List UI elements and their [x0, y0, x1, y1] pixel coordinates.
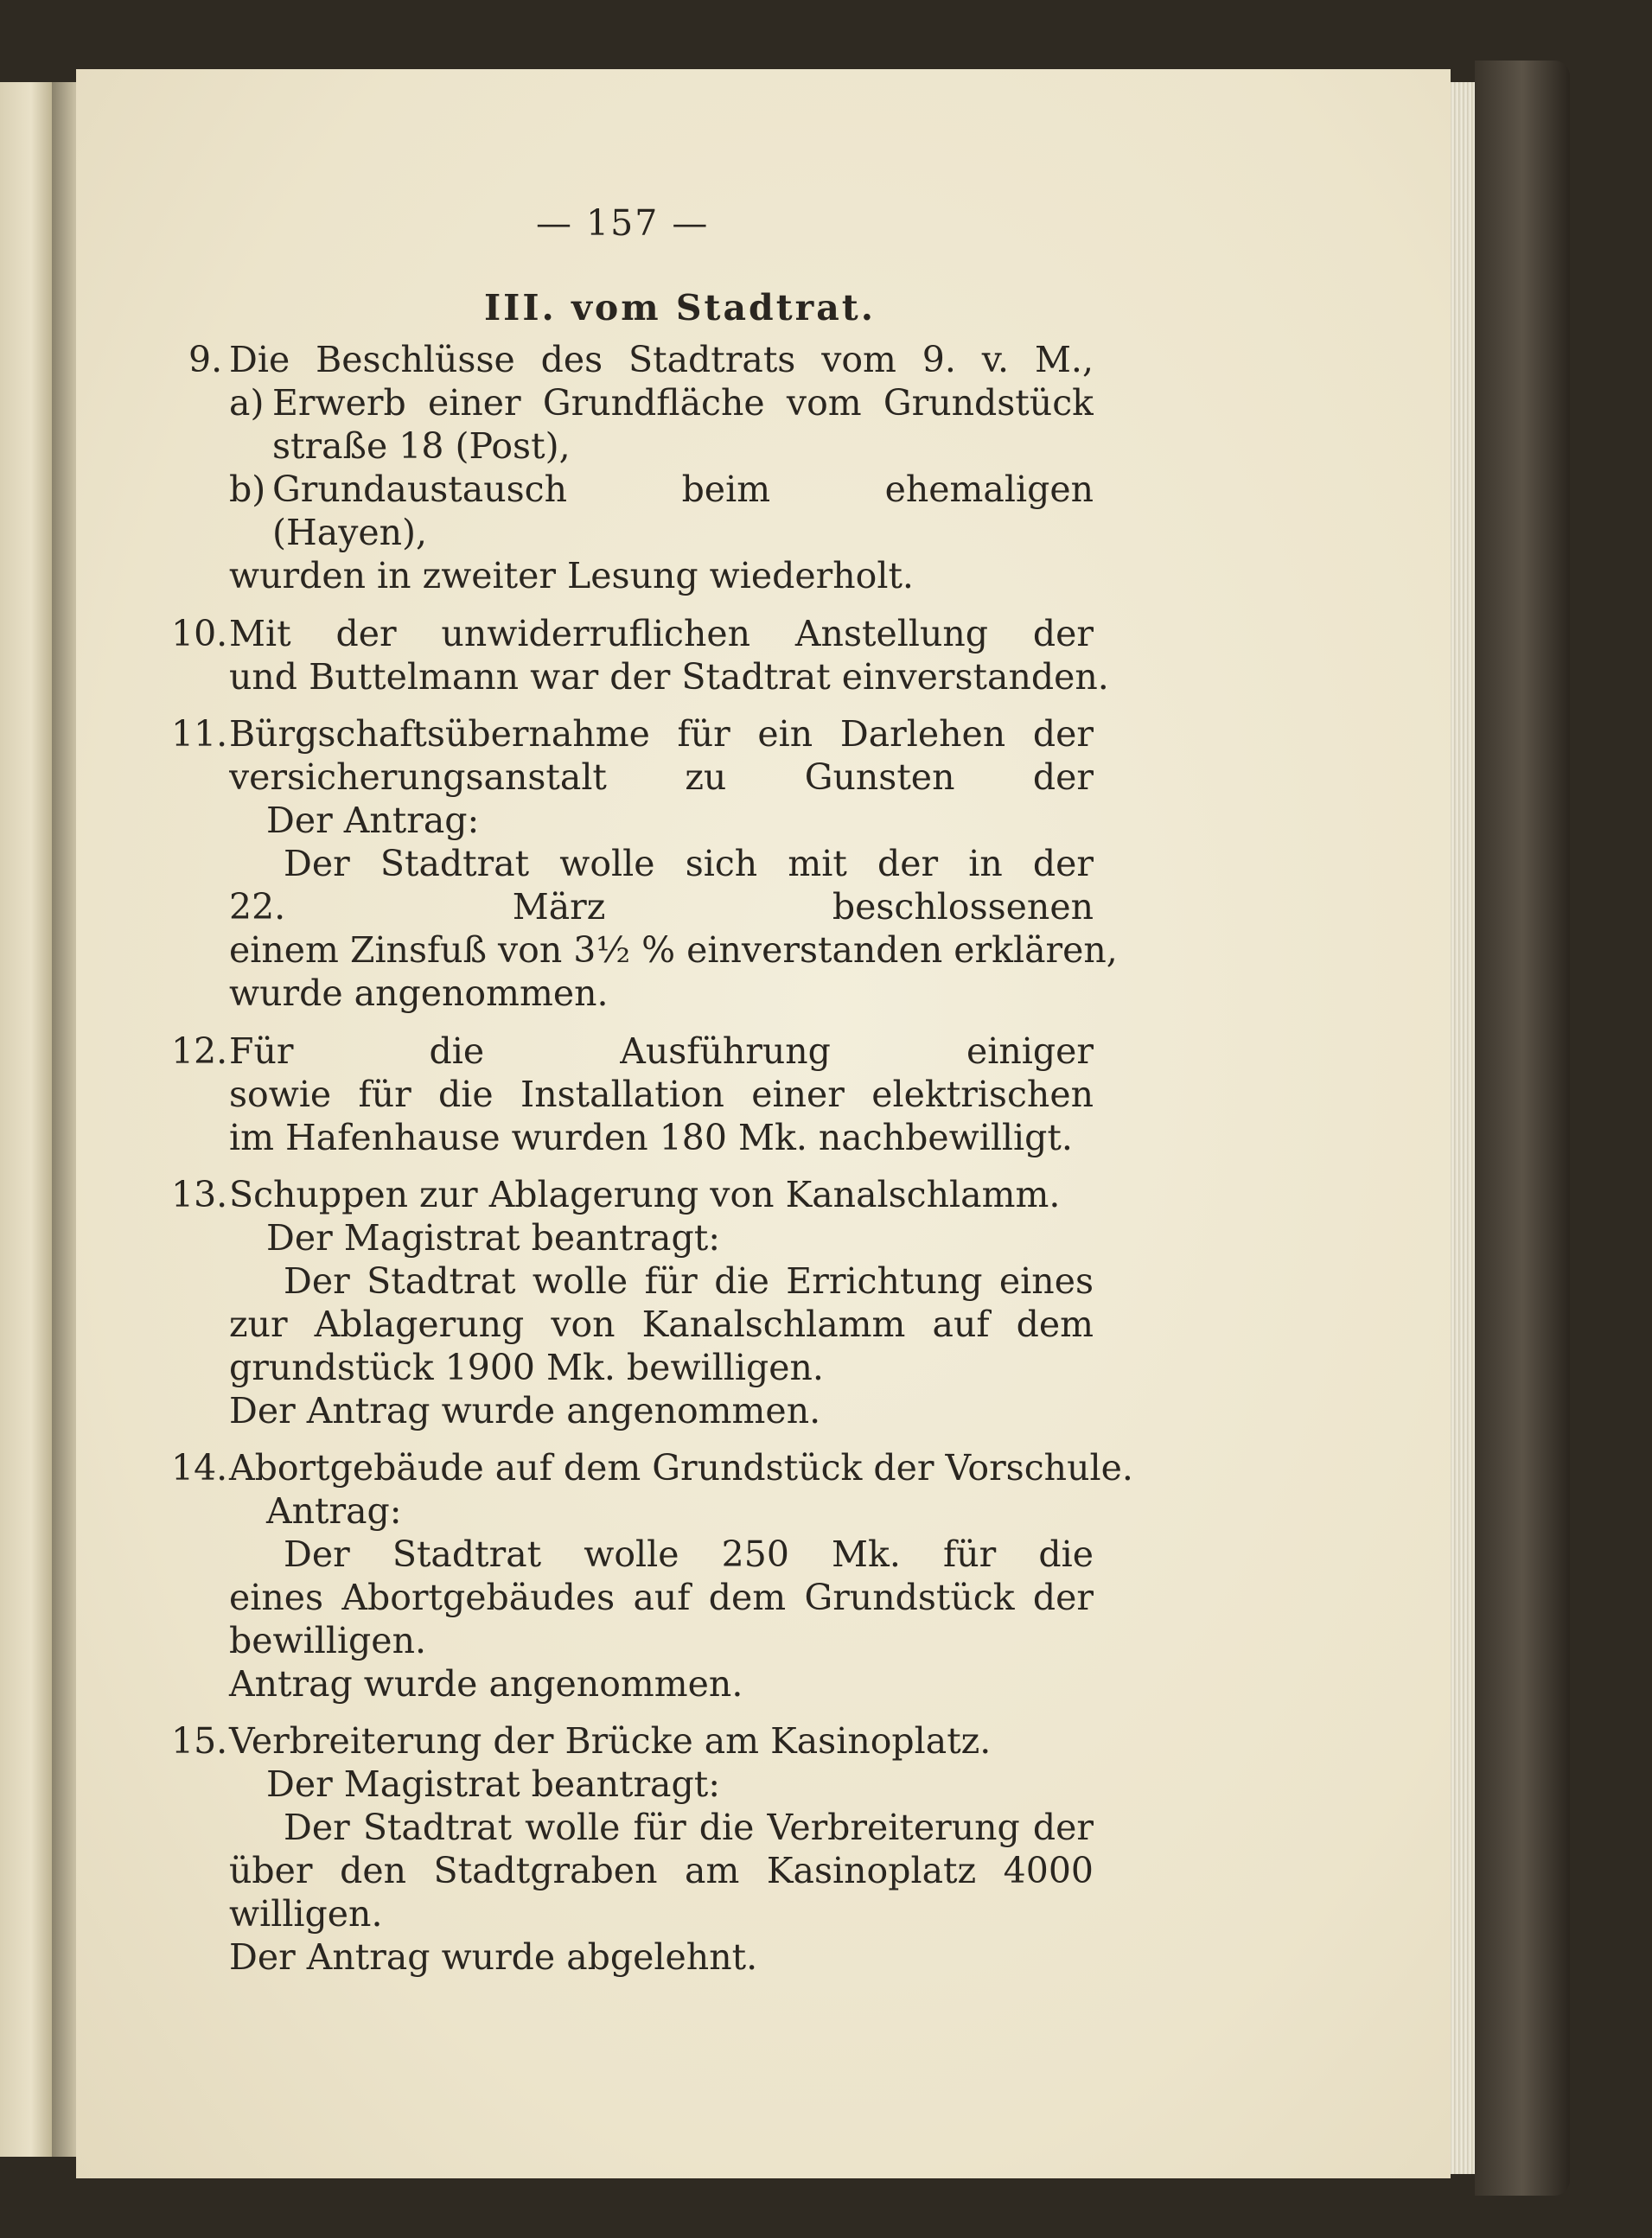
item-line: Der Stadtrat wolle für die Verbreiterung der — [284, 1807, 1094, 1848]
item-number: 14. — [171, 1447, 228, 1489]
item-line: Der Antrag: — [266, 800, 480, 841]
item-result: wurden in zweiter Lesung wiederholt. — [229, 555, 914, 596]
item-line: Die Beschlüsse des Stadtrats vom 9. v. M., — [229, 339, 1094, 380]
item-line: (Hayen), — [272, 512, 428, 553]
item-line: Erwerb einer Grundfläche vom Grundstück — [272, 382, 1094, 424]
sub-label: b) — [229, 469, 266, 510]
item-line: 22. März beschlossenen — [229, 886, 1094, 928]
item-number: 12. — [171, 1030, 228, 1072]
item-line: einem Zinsfuß von 3½ % einverstanden erklären, — [229, 929, 1118, 971]
item-line: willigen. — [229, 1893, 383, 1935]
section-heading: III. vom Stadtrat. — [484, 287, 877, 328]
item-result: Antrag wurde angenommen. — [229, 1663, 743, 1705]
item-line: und Buttelmann war der Stadtrat einverstanden. — [229, 656, 1109, 698]
item-line: Der Magistrat beantragt: — [266, 1217, 721, 1259]
item-number: 10. — [171, 613, 228, 654]
item-line: straße 18 (Post), — [272, 425, 571, 467]
item-line: Der Magistrat beantragt: — [266, 1763, 721, 1805]
item-line: Für die Ausführung einiger — [229, 1030, 1094, 1072]
item-line: zur Ablagerung von Kanalschlamm auf dem — [229, 1304, 1094, 1345]
item-line: Mit der unwiderruflichen Anstellung der — [229, 613, 1094, 654]
item-result: wurde angenommen. — [229, 972, 609, 1014]
item-line: grundstück 1900 Mk. bewilligen. — [229, 1347, 824, 1388]
item-line: Der Stadtrat wolle 250 Mk. für die — [284, 1533, 1094, 1575]
item-line: Bürgschaftsübernahme für ein Darlehen der — [229, 713, 1094, 755]
item-line: bewilligen. — [229, 1620, 427, 1661]
item-line: im Hafenhause wurden 180 Mk. nachbewilligt. — [229, 1117, 1073, 1158]
item-number: 15. — [171, 1720, 228, 1762]
item-line: Abortgebäude auf dem Grundstück der Vorschule. — [229, 1447, 1133, 1489]
item-line: sowie für die Installation einer elektrischen — [229, 1074, 1094, 1115]
sub-label: a) — [229, 382, 265, 424]
item-number: 13. — [171, 1174, 228, 1215]
item-line: Verbreiterung der Brücke am Kasinoplatz. — [229, 1720, 992, 1762]
item-line: versicherungsanstalt zu Gunsten der — [229, 756, 1094, 798]
item-line: Der Stadtrat wolle für die Errichtung eines — [284, 1260, 1094, 1302]
item-line: Antrag: — [266, 1490, 402, 1532]
item-line: eines Abortgebäudes auf dem Grundstück der — [229, 1577, 1094, 1618]
item-number: 9. — [188, 339, 223, 380]
item-line: über den Stadtgraben am Kasinoplatz 4000 — [229, 1850, 1094, 1891]
item-number: 11. — [171, 713, 228, 755]
item-result: Der Antrag wurde abgelehnt. — [229, 1936, 758, 1978]
item-line: Schuppen zur Ablagerung von Kanalschlamm. — [229, 1174, 1061, 1215]
item-line: Grundaustausch beim ehemaligen — [272, 469, 1094, 510]
item-line: Der Stadtrat wolle sich mit der in der — [284, 843, 1094, 884]
page-number: — 157 — — [536, 202, 710, 244]
item-result: Der Antrag wurde angenommen. — [229, 1390, 821, 1431]
